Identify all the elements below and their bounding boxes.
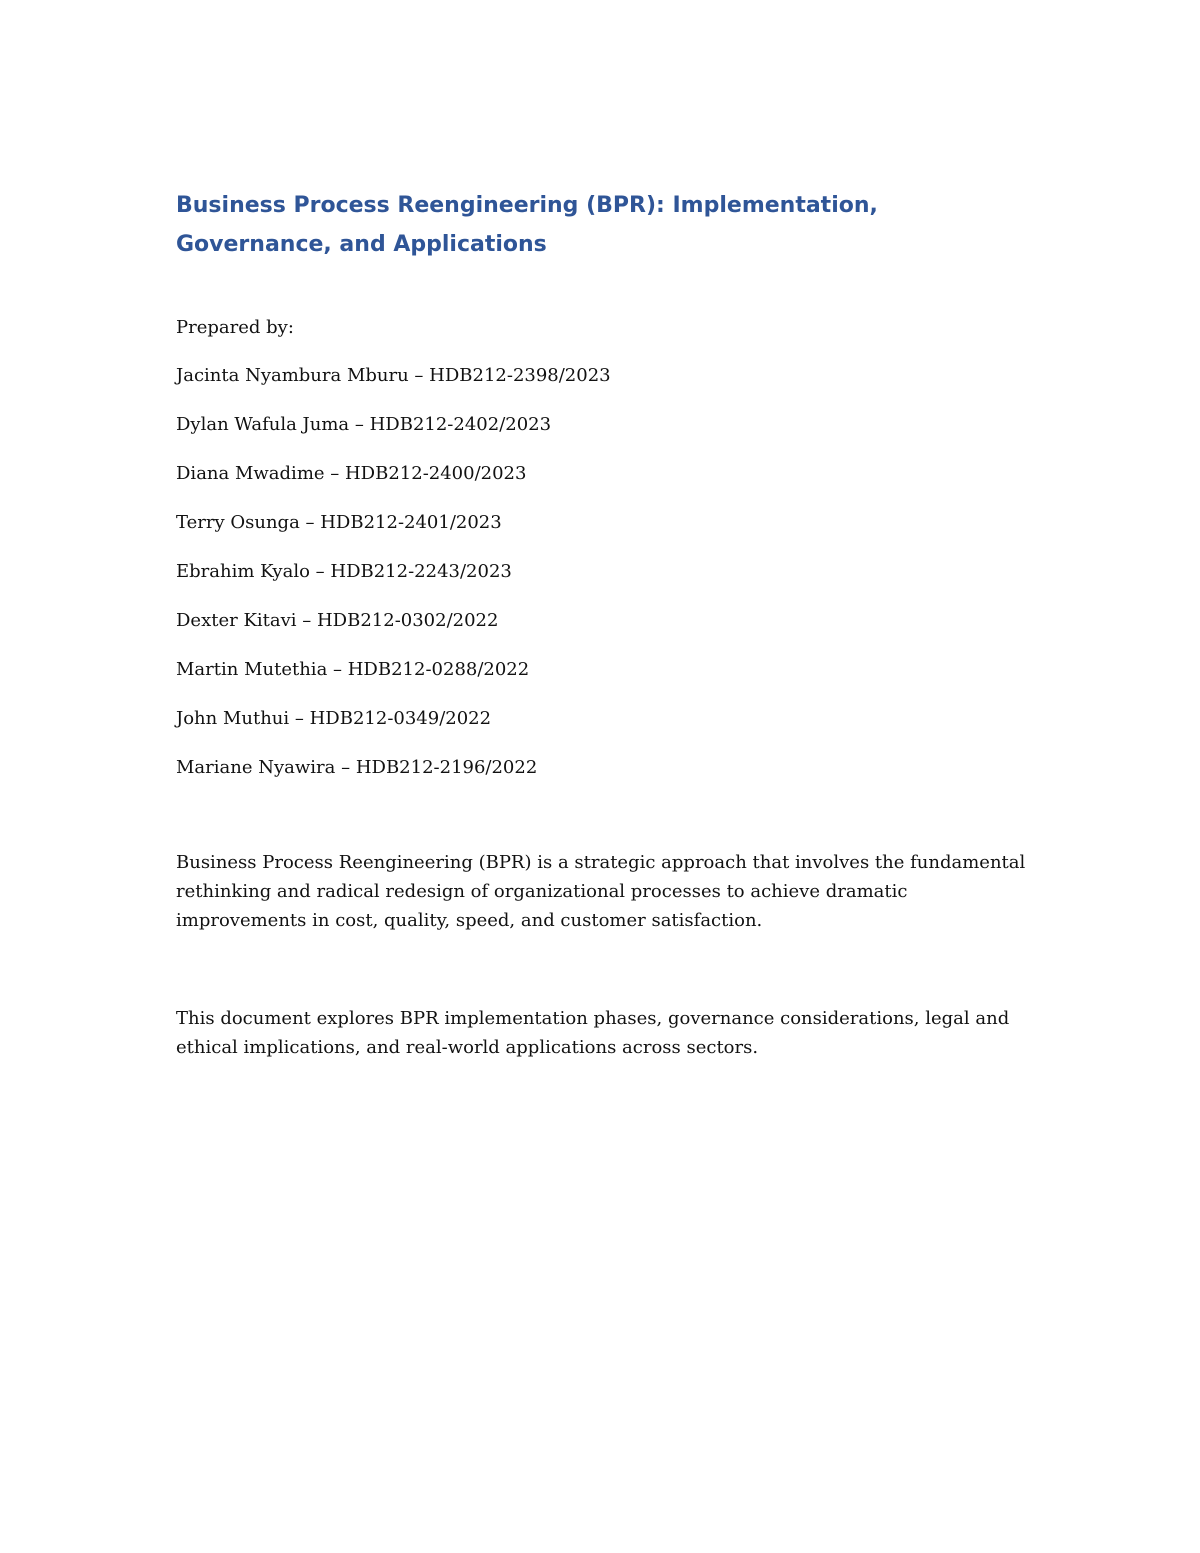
document-title: Business Process Reengineering (BPR): Implementation, Governance, and Applications [176,193,878,257]
author-entry: Terry Osunga – HDB212-2401/2023 [176,512,502,533]
author-entry: Martin Mutethia – HDB212-0288/2022 [176,659,530,680]
scope-paragraph: This document explores BPR implementation phases, governance considerations, legal and ethical implications, and real-world applications across sectors. [176,1008,1010,1058]
author-entry: Ebrahim Kyalo – HDB212-2243/2023 [176,561,512,582]
intro-paragraph: Business Process Reengineering (BPR) is a strategic approach that involves the fundamental rethinking and radical redesign of organizational processes to achieve dramatic improvements in cost, quality, speed, and customer satisfaction. [176,852,1026,931]
prepared-by-label: Prepared by: [176,317,294,338]
author-entry: Dylan Wafula Juma – HDB212-2402/2023 [176,414,552,435]
author-entry: Mariane Nyawira – HDB212-2196/2022 [176,757,538,778]
author-entry: Diana Mwadime – HDB212-2400/2023 [176,463,527,484]
author-list [176,362,611,803]
author-entry: Dexter Kitavi – HDB212-0302/2022 [176,610,499,631]
author-entry: John Muthui – HDB212-0349/2022 [176,708,492,729]
author-entry: Jacinta Nyambura Mburu – HDB212-2398/2023 [176,365,611,386]
